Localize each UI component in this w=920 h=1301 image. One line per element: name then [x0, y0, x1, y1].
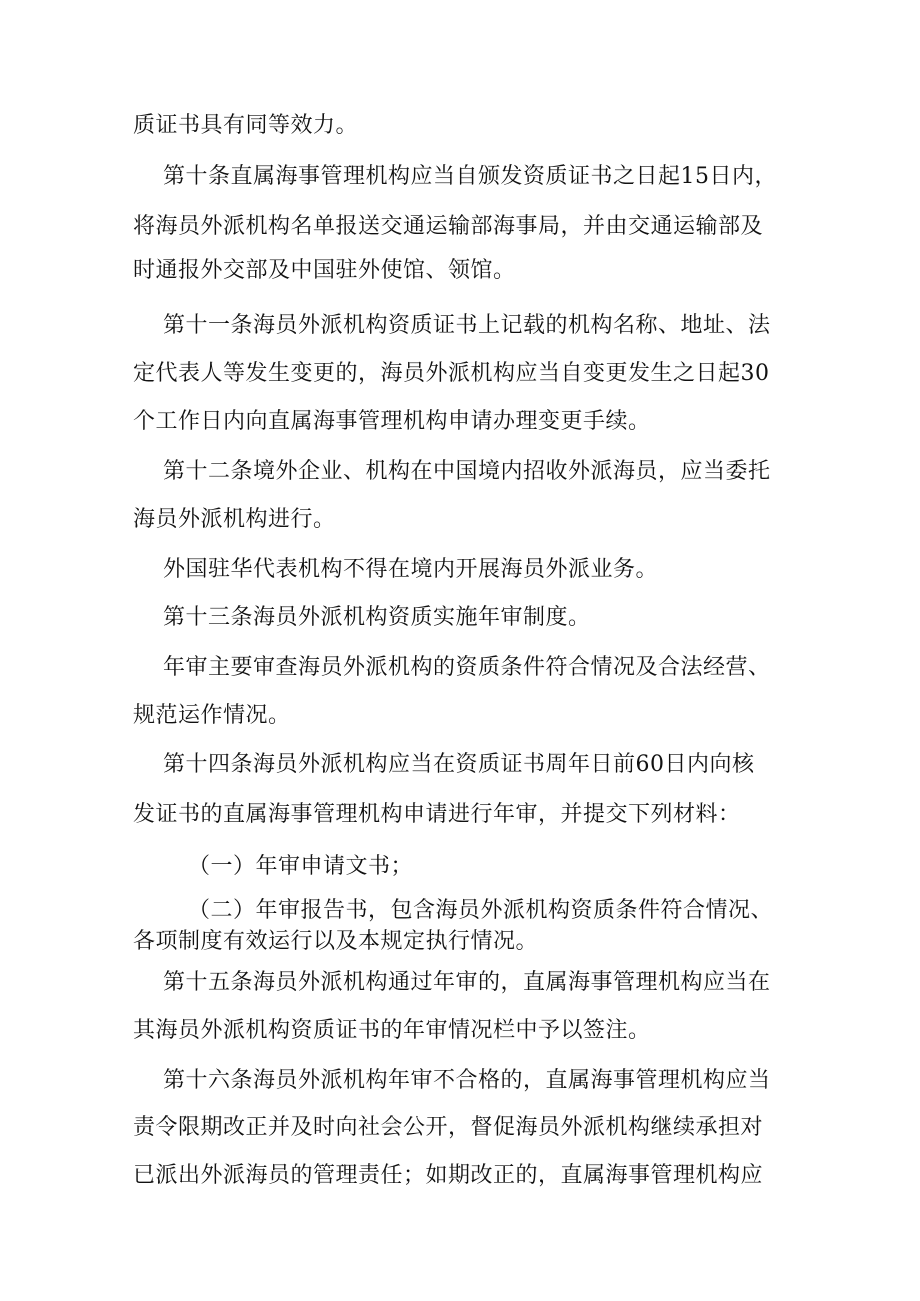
text-line: 个工作日内向直属海事管理机构申请办理变更手续。	[133, 409, 651, 434]
article-12-line-1: 第十二条境外企业、机构在中国境内招收外派海员，应当委托	[163, 459, 771, 484]
text-line: 外国驻华代表机构不得在境内开展海员外派业务。	[163, 557, 659, 582]
text-line: 将海员外派机构名单报送交通运输部海事局，并由交通运输部及	[133, 214, 764, 239]
list-item-1: （一）年审申请文书；	[188, 854, 414, 879]
text-line: 其海员外派机构资质证书的年审情况栏中予以签注。	[133, 1018, 651, 1043]
text-line: 规范运作情况。	[133, 703, 291, 728]
text-line: 各项制度有效运行以及本规定执行情况。	[133, 929, 539, 954]
text-line: 发证书的直属海事管理机构申请进行年审，并提交下列材料：	[133, 802, 741, 827]
article-10-line-1: 第十条直属海事管理机构应当自颁发资质证书之日起15日内，	[163, 164, 777, 189]
text-line: 海员外派机构进行。	[133, 507, 336, 532]
text-line: 定代表人等发生变更的，海员外派机构应当自变更发生之日起30	[133, 361, 770, 386]
article-13-line-1: 第十三条海员外派机构资质实施年审制度。	[163, 605, 591, 630]
text-line: 质证书具有同等效力。	[133, 113, 359, 138]
article-15-line-1: 第十五条海员外派机构通过年审的，直属海事管理机构应当在	[163, 970, 771, 995]
text-line: 年审主要审查海员外派机构的资质条件符合情况及合法经营、	[163, 655, 771, 680]
article-14-line-1: 第十四条海员外派机构应当在资质证书周年日前60日内向核	[163, 752, 755, 777]
text-line: 时通报外交部及中国驻外使馆、领馆。	[133, 258, 516, 283]
list-item-2: （二）年审报告书，包含海员外派机构资质条件符合情况、	[188, 898, 774, 923]
article-11-line-1: 第十一条海员外派机构资质证书上记载的机构名称、地址、法	[163, 313, 771, 338]
text-line: 责令限期改正并及时向社会公开，督促海员外派机构继续承担对	[133, 1115, 764, 1140]
text-line: 已派出外派海员的管理责任；如期改正的，直属海事管理机构应	[133, 1163, 764, 1188]
article-16-line-1: 第十六条海员外派机构年审不合格的，直属海事管理机构应当	[163, 1068, 771, 1093]
